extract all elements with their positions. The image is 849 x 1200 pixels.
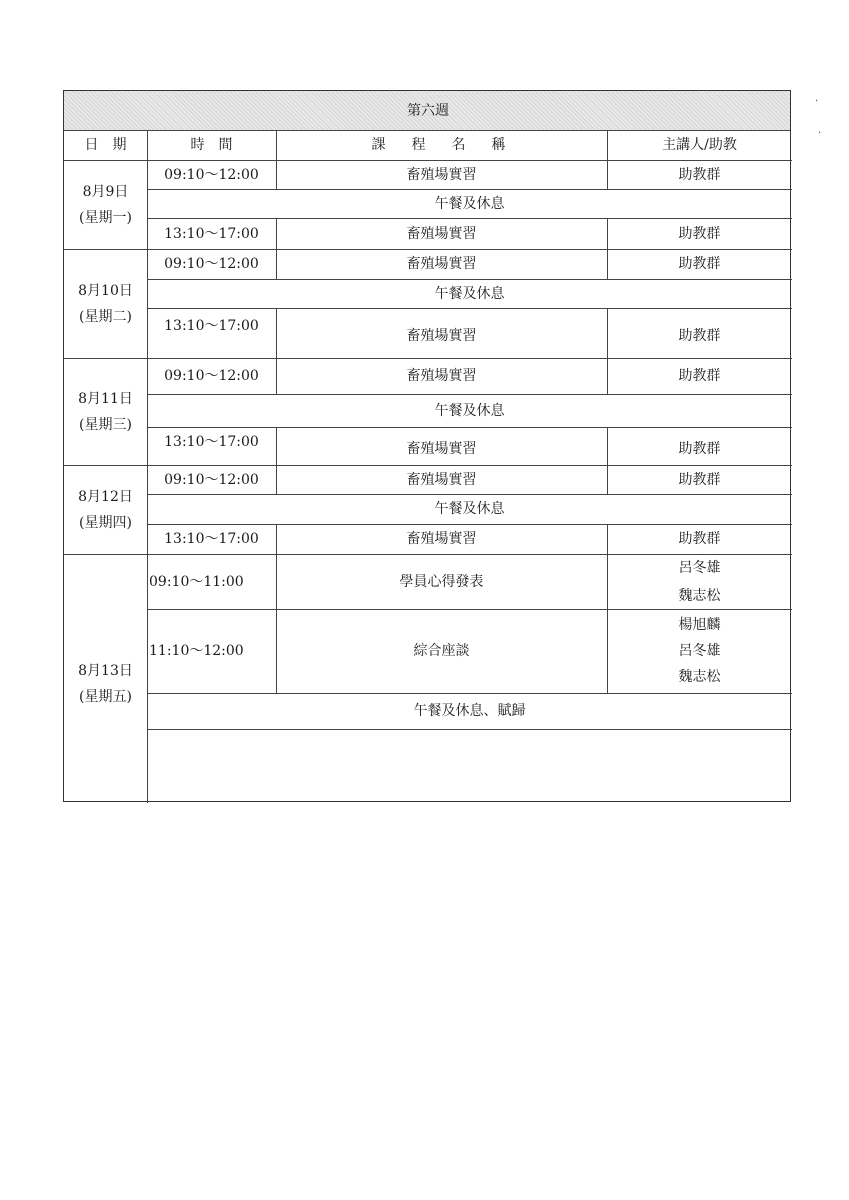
col-divider bbox=[276, 218, 277, 249]
day-weekday: (星期四) bbox=[79, 514, 132, 531]
am-course: 畜殖場實習 bbox=[406, 256, 477, 272]
row-divider bbox=[147, 279, 792, 280]
col-divider bbox=[276, 465, 277, 494]
pm-time: 13:10～17:00 bbox=[164, 531, 259, 547]
col-divider bbox=[276, 130, 277, 160]
week-title: 第六週 bbox=[407, 102, 449, 119]
day-1-date-cell bbox=[64, 160, 147, 249]
session-2-time: 11:10～12:00 bbox=[149, 643, 244, 659]
row-divider bbox=[147, 729, 792, 730]
col-divider bbox=[276, 524, 277, 554]
am-time: 09:10～12:00 bbox=[164, 256, 259, 272]
am-course: 畜殖場實習 bbox=[406, 166, 477, 183]
lunch-break: 午餐及休息 bbox=[434, 285, 505, 302]
pm-instructor: 助教群 bbox=[678, 225, 721, 242]
session-1-instructors bbox=[607, 554, 792, 609]
day-date: 8月12日 bbox=[78, 488, 133, 505]
header-date: 日 期 bbox=[84, 137, 127, 153]
row-divider bbox=[147, 609, 792, 610]
col-divider bbox=[276, 554, 277, 693]
pm-instructor: 助教群 bbox=[678, 531, 721, 547]
col-divider bbox=[607, 249, 608, 279]
col-divider bbox=[276, 249, 277, 279]
pm-time: 13:10～17:00 bbox=[164, 318, 259, 334]
pm-instructor: 助教群 bbox=[678, 328, 721, 344]
row-divider bbox=[147, 308, 792, 309]
col-divider bbox=[276, 308, 277, 358]
session-1-time: 09:10～11:00 bbox=[149, 573, 244, 590]
row-divider bbox=[147, 189, 792, 190]
am-instructor: 助教群 bbox=[678, 368, 721, 384]
col-divider bbox=[276, 427, 277, 465]
day-date: 8月11日 bbox=[78, 390, 133, 407]
am-time: 09:10～12:00 bbox=[164, 166, 259, 183]
row-divider bbox=[147, 693, 792, 694]
session-2-course: 綜合座談 bbox=[413, 643, 470, 659]
pm-course: 畜殖場實習 bbox=[406, 225, 477, 242]
pm-time: 13:10～17:00 bbox=[164, 434, 259, 450]
pm-time: 13:10～17:00 bbox=[164, 225, 259, 242]
session-2-instructors bbox=[607, 609, 792, 693]
col-divider bbox=[607, 308, 608, 358]
day-weekday: (星期三) bbox=[79, 416, 132, 433]
col-divider bbox=[607, 465, 608, 494]
day-weekday: (星期二) bbox=[79, 308, 132, 325]
col-divider bbox=[607, 130, 608, 160]
col-divider bbox=[607, 427, 608, 465]
day-weekday: (星期五) bbox=[79, 688, 132, 705]
day-date: 8月10日 bbox=[78, 282, 133, 299]
instructor-name: 呂冬雄 bbox=[678, 559, 721, 576]
row-divider bbox=[147, 427, 792, 428]
col-divider bbox=[607, 358, 608, 394]
am-instructor: 助教群 bbox=[678, 256, 721, 272]
instructor-name: 呂冬雄 bbox=[678, 643, 721, 659]
col-divider bbox=[607, 554, 608, 693]
col-divider bbox=[276, 358, 277, 394]
scan-speck: · bbox=[815, 96, 819, 107]
row-divider bbox=[147, 494, 792, 495]
col-divider bbox=[607, 218, 608, 249]
schedule-table bbox=[63, 90, 791, 802]
pm-course: 畜殖場實習 bbox=[406, 531, 477, 547]
row-divider bbox=[147, 218, 792, 219]
day-4-date-cell bbox=[64, 465, 147, 554]
am-time: 09:10～12:00 bbox=[164, 368, 259, 384]
scan-speck: · bbox=[818, 128, 822, 139]
row-divider bbox=[147, 394, 792, 395]
col-divider bbox=[607, 160, 608, 189]
header-course: 課 程 名 稱 bbox=[371, 137, 512, 153]
header-time: 時 間 bbox=[190, 137, 233, 153]
instructor-name: 魏志松 bbox=[678, 669, 721, 685]
session-1-course: 學員心得發表 bbox=[399, 573, 484, 590]
am-instructor: 助教群 bbox=[678, 166, 721, 183]
instructor-name: 魏志松 bbox=[678, 587, 721, 604]
pm-instructor: 助教群 bbox=[678, 441, 721, 457]
day-2-date-cell bbox=[64, 249, 147, 358]
closing-break: 午餐及休息、賦歸 bbox=[413, 703, 526, 719]
day-3-date-cell bbox=[64, 358, 147, 465]
header-instructor: 主講人/助教 bbox=[662, 137, 737, 153]
day-date: 8月9日 bbox=[82, 183, 129, 200]
am-course: 畜殖場實習 bbox=[406, 471, 477, 488]
row-divider bbox=[147, 524, 792, 525]
pm-course: 畜殖場實習 bbox=[406, 328, 477, 344]
col-divider bbox=[607, 524, 608, 554]
day-date: 8月13日 bbox=[78, 662, 133, 679]
lunch-break: 午餐及休息 bbox=[434, 195, 505, 212]
instructor-name: 楊旭麟 bbox=[678, 617, 721, 633]
day-5-date-cell bbox=[64, 554, 147, 803]
am-course: 畜殖場實習 bbox=[406, 368, 477, 384]
pm-course: 畜殖場實習 bbox=[406, 441, 477, 457]
am-time: 09:10～12:00 bbox=[164, 471, 259, 488]
am-instructor: 助教群 bbox=[678, 471, 721, 488]
day-weekday: (星期一) bbox=[79, 209, 132, 226]
lunch-break: 午餐及休息 bbox=[434, 402, 505, 419]
col-divider bbox=[276, 160, 277, 189]
lunch-break: 午餐及休息 bbox=[434, 501, 505, 517]
